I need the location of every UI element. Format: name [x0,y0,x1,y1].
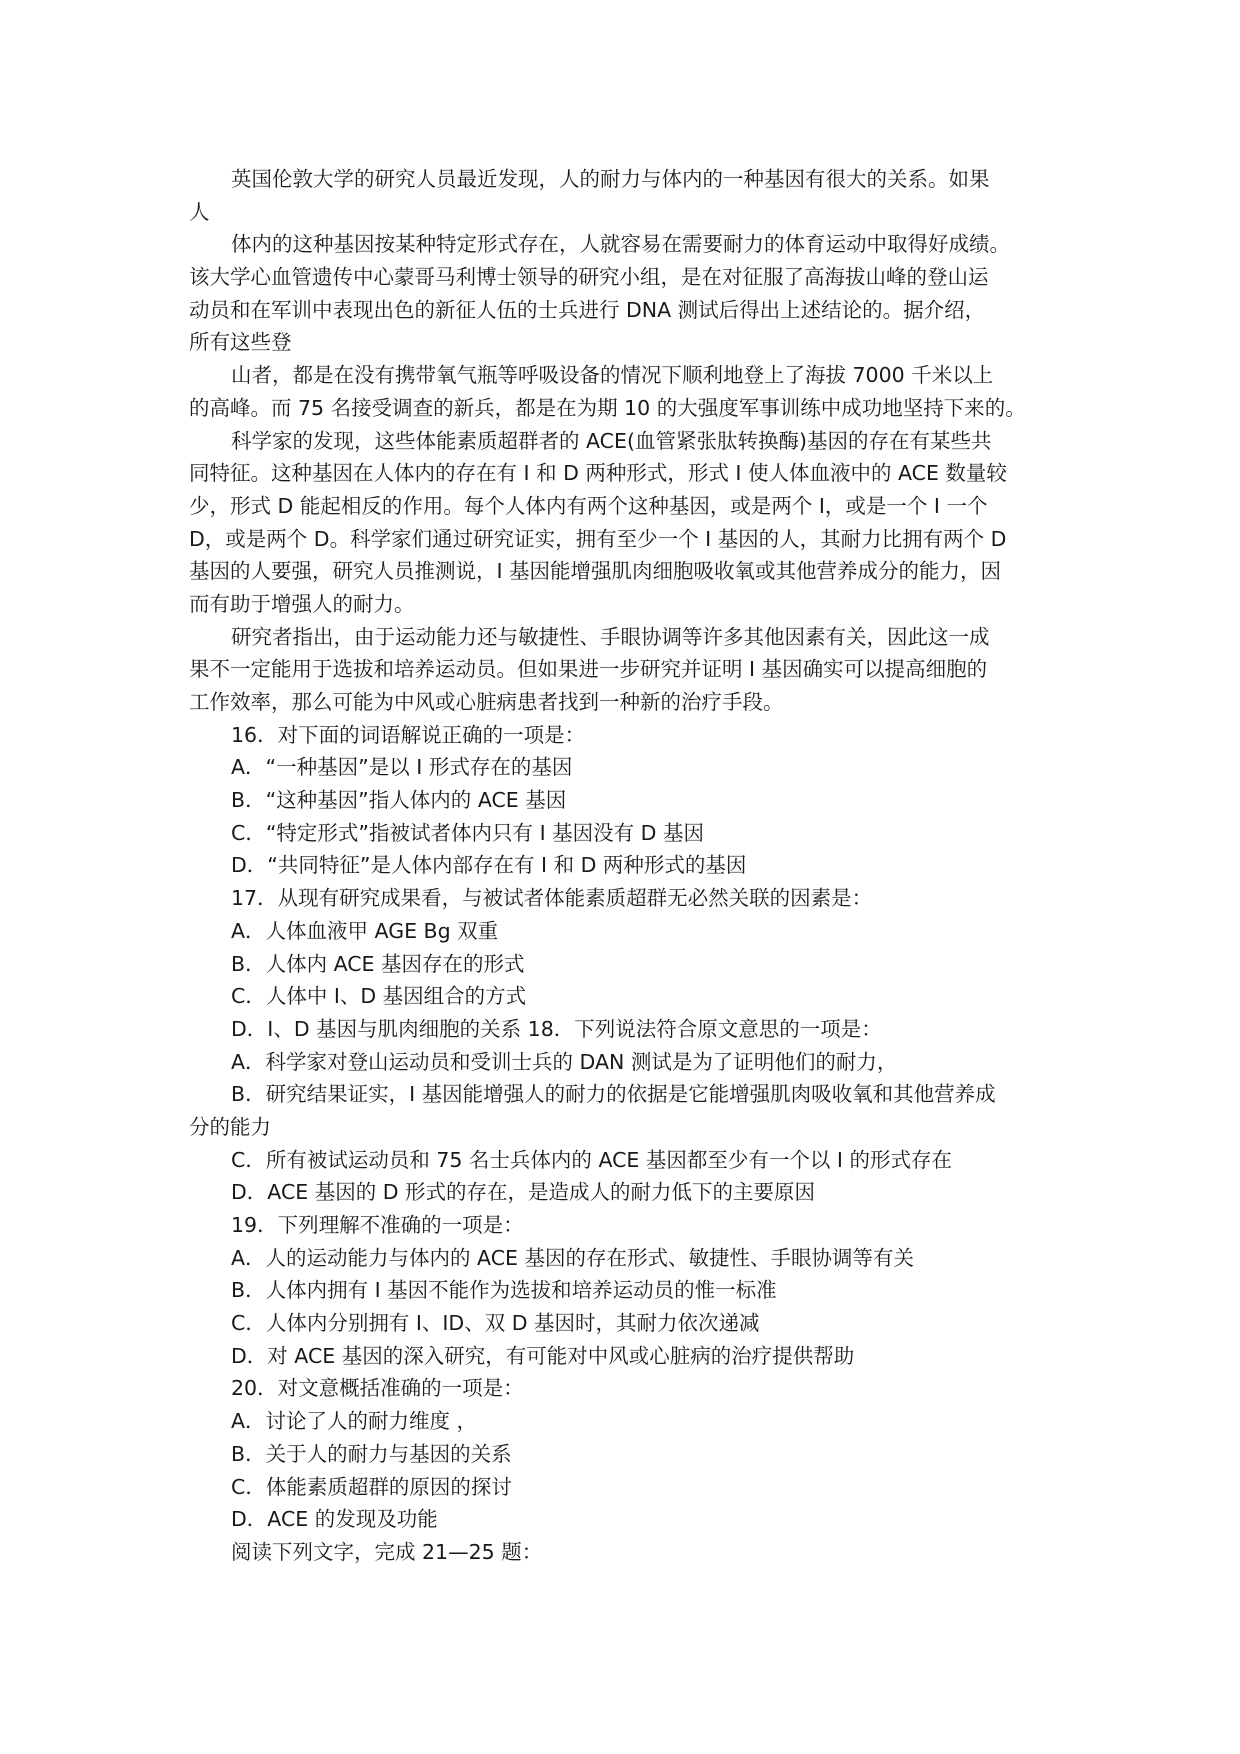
text-line: 动员和在军训中表现出色的新征人伍的士兵进行 DNA 测试后得出上述结论的。据介绍， [189,297,986,322]
text-line: 研究者指出，由于运动能力还与敏捷性、手眼协调等许多其他因素有关，因此这一成 [231,624,990,649]
text-line: D．对 ACE 基因的深入研究，有可能对中风或心脏病的治疗提供帮助 [231,1343,855,1368]
text-line: D．ACE 的发现及功能 [231,1507,438,1532]
text-line: A．人的运动能力与体内的 ACE 基因的存在形式、敏捷性、手眼协调等有关 [231,1245,914,1270]
text-line: 科学家的发现，这些体能素质超群者的 ACE(血管紧张肽转换酶)基因的存在有某些共 [231,428,992,453]
text-line: B．人体内 ACE 基因存在的形式 [231,951,525,976]
text-line: 体内的这种基因按某种特定形式存在，人就容易在需要耐力的体育运动中取得好成绩。 [231,232,1010,257]
text-line: 17．从现有研究成果看，与被试者体能素质超群无必然关联的因素是： [231,886,873,911]
text-line: C．人体中 I、D 基因组合的方式 [231,984,527,1009]
text-line: B．人体内拥有 I 基因不能作为选拔和培养运动员的惟一标准 [231,1278,777,1303]
text-line: C．体能素质超群的原因的探讨 [231,1474,512,1499]
text-line: B．研究结果证实，I 基因能增强人的耐力的依据是它能增强肌肉吸收氧和其他营养成 [231,1082,996,1107]
text-line: B．“这种基因”指人体内的 ACE 基因 [231,788,567,813]
text-line: 工作效率，那么可能为中风或心脏病患者找到一种新的治疗手段。 [189,690,784,714]
text-line: 所有这些登 [189,330,292,355]
text-line: C．人体内分别拥有 I、ID、双 D 基因时，其耐力依次递减 [231,1311,760,1336]
text-line: A．人体血液甲 AGE Bg 双重 [231,918,499,943]
text-line: C．所有被试运动员和 75 名士兵体内的 ACE 基因都至少有一个以 I 的形式存在 [231,1147,952,1172]
text-line: 英国伦敦大学的研究人员最近发现，人的耐力与体内的一种基因有很大的关系。如果 [231,167,990,191]
text-line: 人 [189,199,210,224]
text-line: 分的能力 [189,1114,271,1139]
text-line: 基因的人要强，研究人员推测说，I 基因能增强肌肉细胞吸收氧或其他营养成分的能力，因 [189,559,1002,584]
text-line: A．“一种基因”是以 I 形式存在的基因 [231,755,573,780]
text-line: D．“共同特征”是人体内部存在有 I 和 D 两种形式的基因 [231,853,747,878]
text-line: B．关于人的耐力与基因的关系 [231,1441,512,1466]
document-page [189,163,1069,1569]
text-line: 山者，都是在没有携带氧气瓶等呼吸设备的情况下顺利地登上了海拔 7000 千米以上 [231,363,994,388]
text-line: 同特征。这种基因在人体内的存在有 I 和 D 两种形式，形式 I 使人体血液中的 ACE 数量较 [189,461,1007,486]
text-line: 的高峰。而 75 名接受调查的新兵，都是在为期 10 的大强度军事训练中成功地坚持下来的。 [189,395,1026,420]
text-line: 果不一定能用于选拔和培养运动员。但如果进一步研究并证明 I 基因确实可以提高细胞的 [189,657,988,682]
text-line: 该大学心血管遗传中心蒙哥马利博士领导的研究小组，是在对征服了高海拔山峰的登山运 [189,265,989,290]
text-line: 少，形式 D 能起相反的作用。每个人体内有两个这种基因，或是两个 I，或是一个 I 一个 [189,493,988,518]
text-line: D．I、D 基因与肌肉细胞的关系 18．下列说法符合原文意思的一项是： [231,1016,882,1041]
text-line: 16．对下面的词语解说正确的一项是： [231,722,586,747]
text-line: D．ACE 基因的 D 形式的存在，是造成人的耐力低下的主要原因 [231,1180,816,1205]
text-line: A．讨论了人的耐力维度 ， [231,1409,478,1434]
text-line: A．科学家对登山运动员和受训士兵的 DAN 测试是为了证明他们的耐力， [231,1049,898,1074]
text-line: 19．下列理解不准确的一项是： [231,1213,524,1237]
text-line: C．“特定形式”指被试者体内只有 I 基因没有 D 基因 [231,820,704,845]
text-line: 而有助于增强人的耐力。 [189,591,415,616]
text-line: D，或是两个 D。科学家们通过研究证实，拥有至少一个 I 基因的人，其耐力比拥有两个 D [189,526,1007,551]
text-line: 20．对文意概括准确的一项是： [231,1376,524,1401]
text-line: 阅读下列文字，完成 21—25 题： [231,1539,543,1564]
